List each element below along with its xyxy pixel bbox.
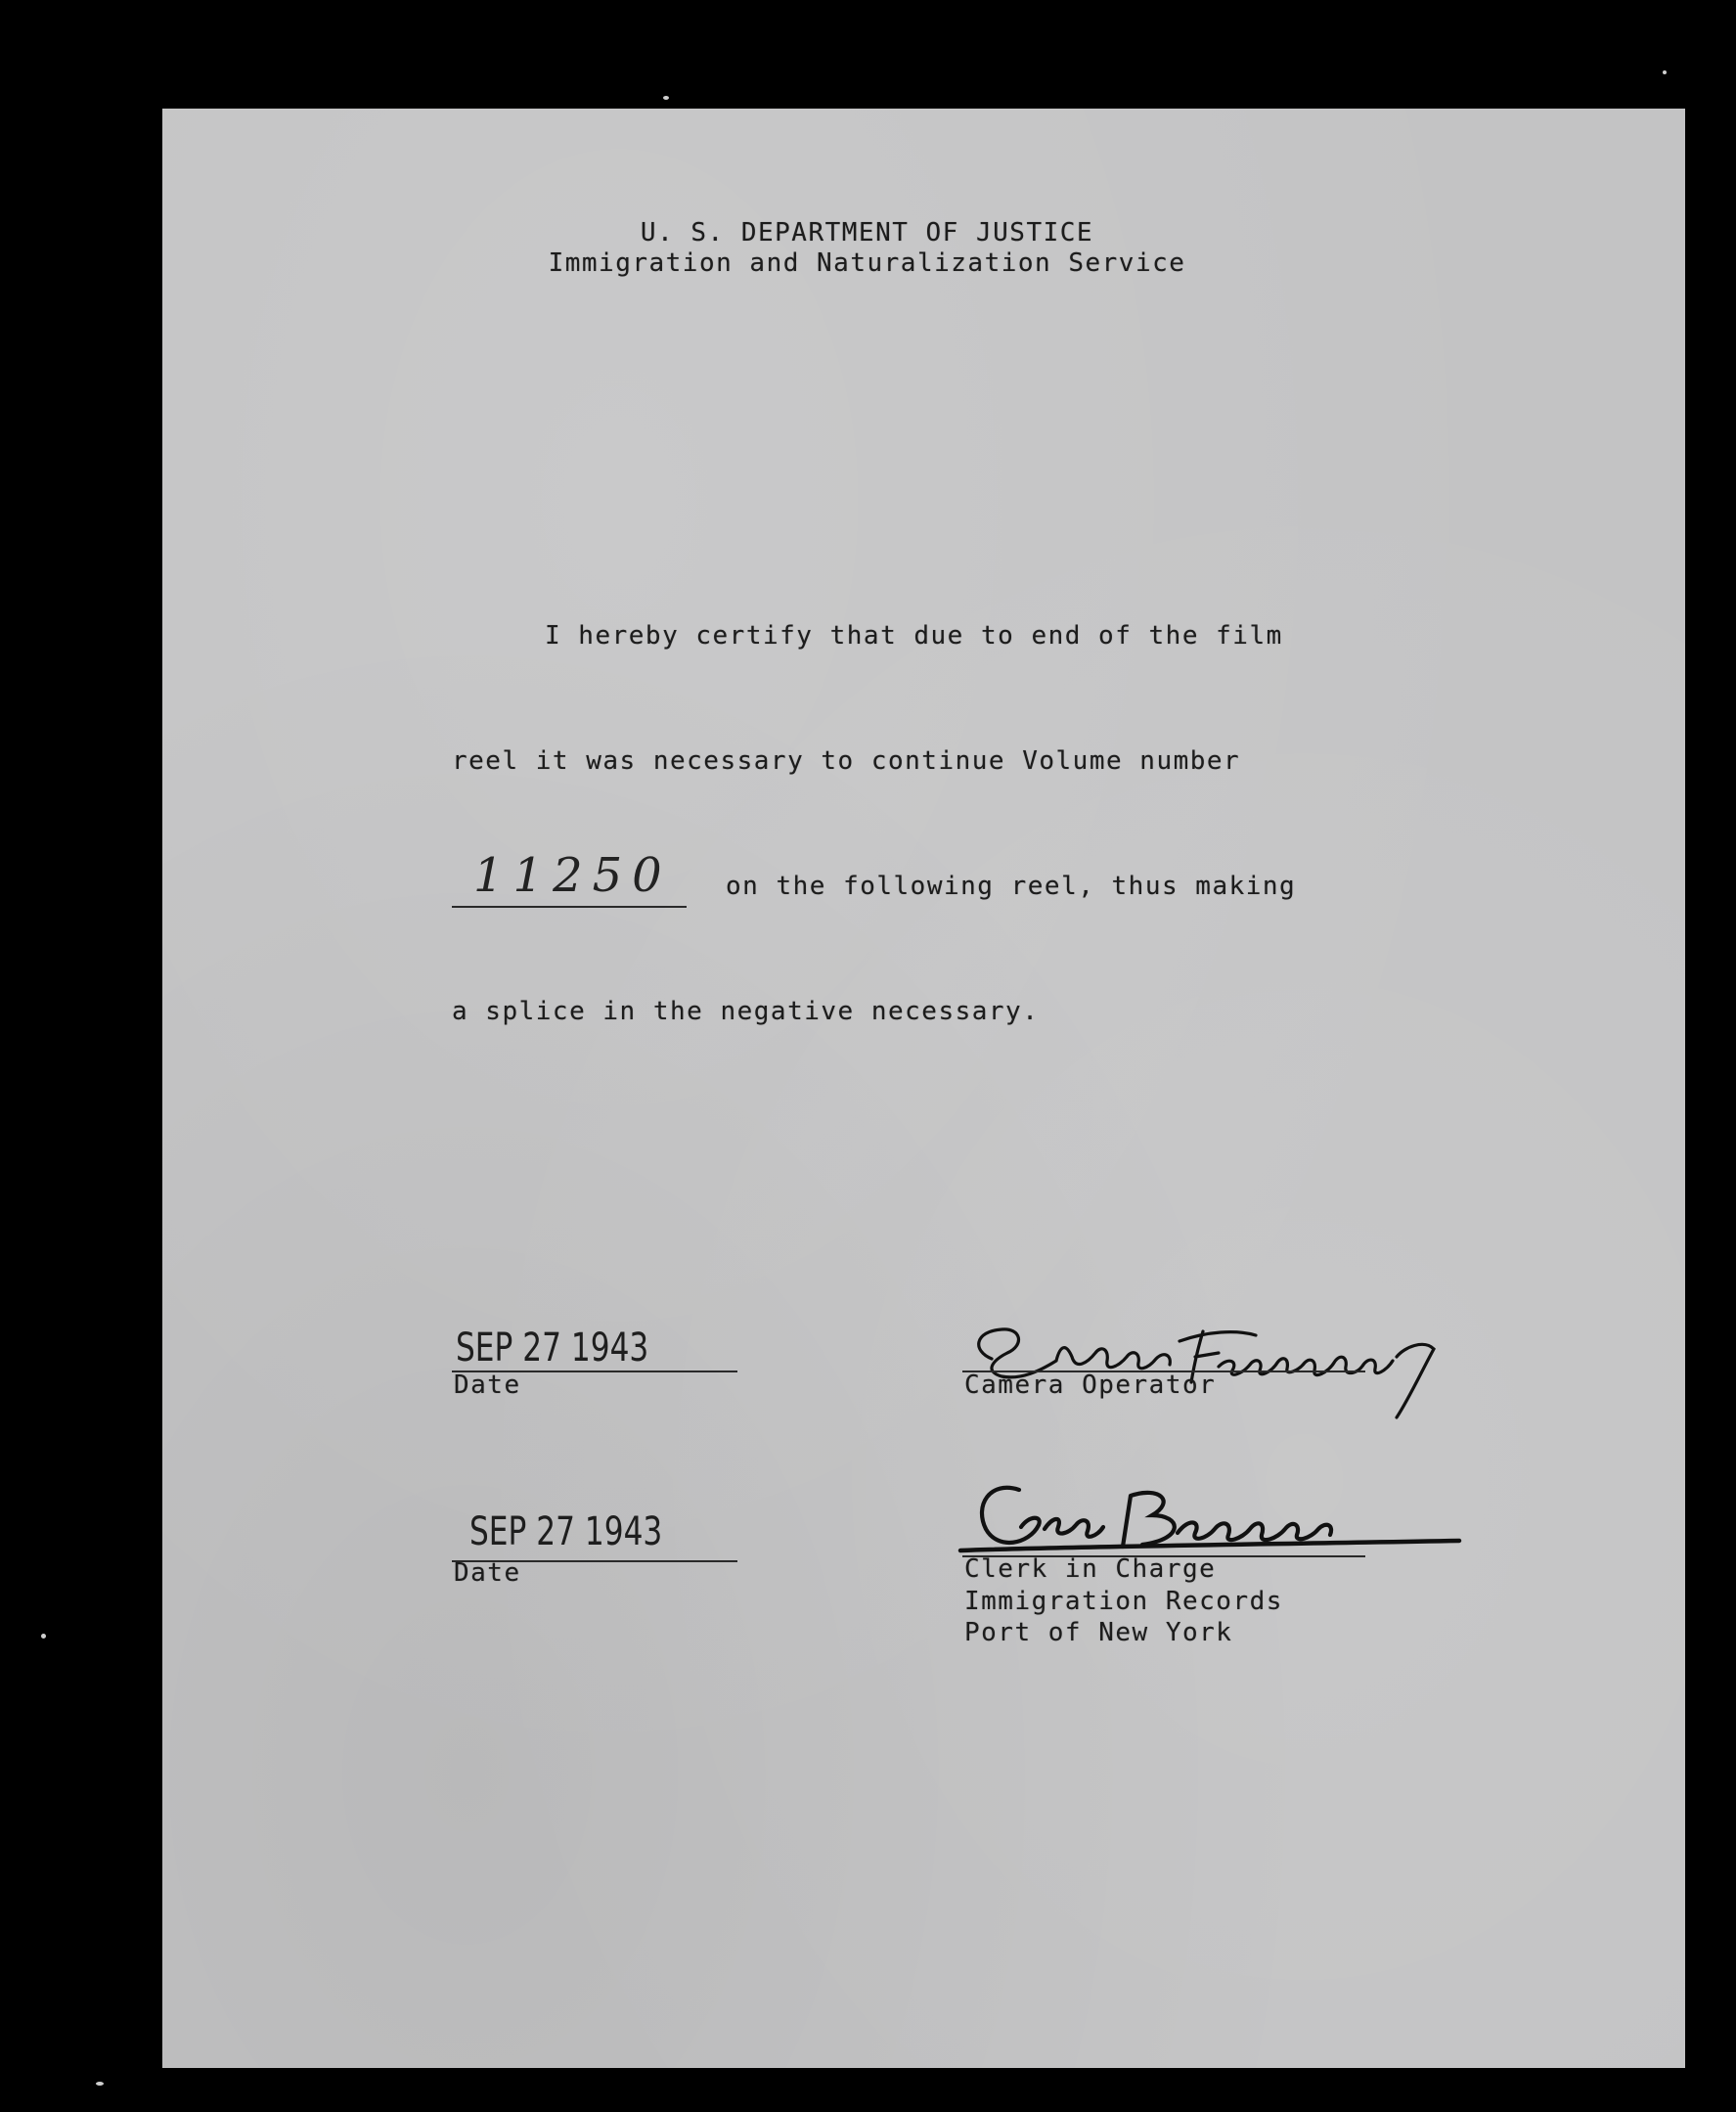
date-stamp-2: SEP 27 1943 xyxy=(469,1509,663,1554)
clerk-department: Immigration Records xyxy=(964,1587,1283,1616)
service-heading: Immigration and Naturalization Service xyxy=(548,248,1186,278)
certificate-line-1: I hereby certify that due to end of the film xyxy=(545,621,1283,651)
camera-operator-label: Camera Operator xyxy=(964,1371,1217,1400)
volume-number: 11250 xyxy=(473,848,672,903)
date-stamp-1: SEP 27 1943 xyxy=(456,1326,649,1371)
certificate-line-4: a splice in the negative necessary. xyxy=(452,997,1040,1026)
film-speck xyxy=(96,2082,104,2086)
department-heading: U. S. DEPARTMENT OF JUSTICE xyxy=(640,218,1094,247)
certificate-line-2: reel it was necessary to continue Volume number xyxy=(452,746,1241,776)
date-label-1: Date xyxy=(454,1371,521,1400)
date-label-2: Date xyxy=(454,1558,521,1588)
clerk-title: Clerk in Charge xyxy=(964,1554,1217,1584)
film-speck xyxy=(663,96,669,100)
camera-operator-signature xyxy=(962,1302,1471,1419)
document-sheet xyxy=(162,109,1685,2068)
clerk-location: Port of New York xyxy=(964,1618,1233,1647)
volume-number-underline xyxy=(452,906,687,908)
certificate-line-3: on the following reel, thus making xyxy=(726,872,1297,901)
film-speck xyxy=(1663,70,1667,74)
film-speck xyxy=(41,1634,46,1639)
